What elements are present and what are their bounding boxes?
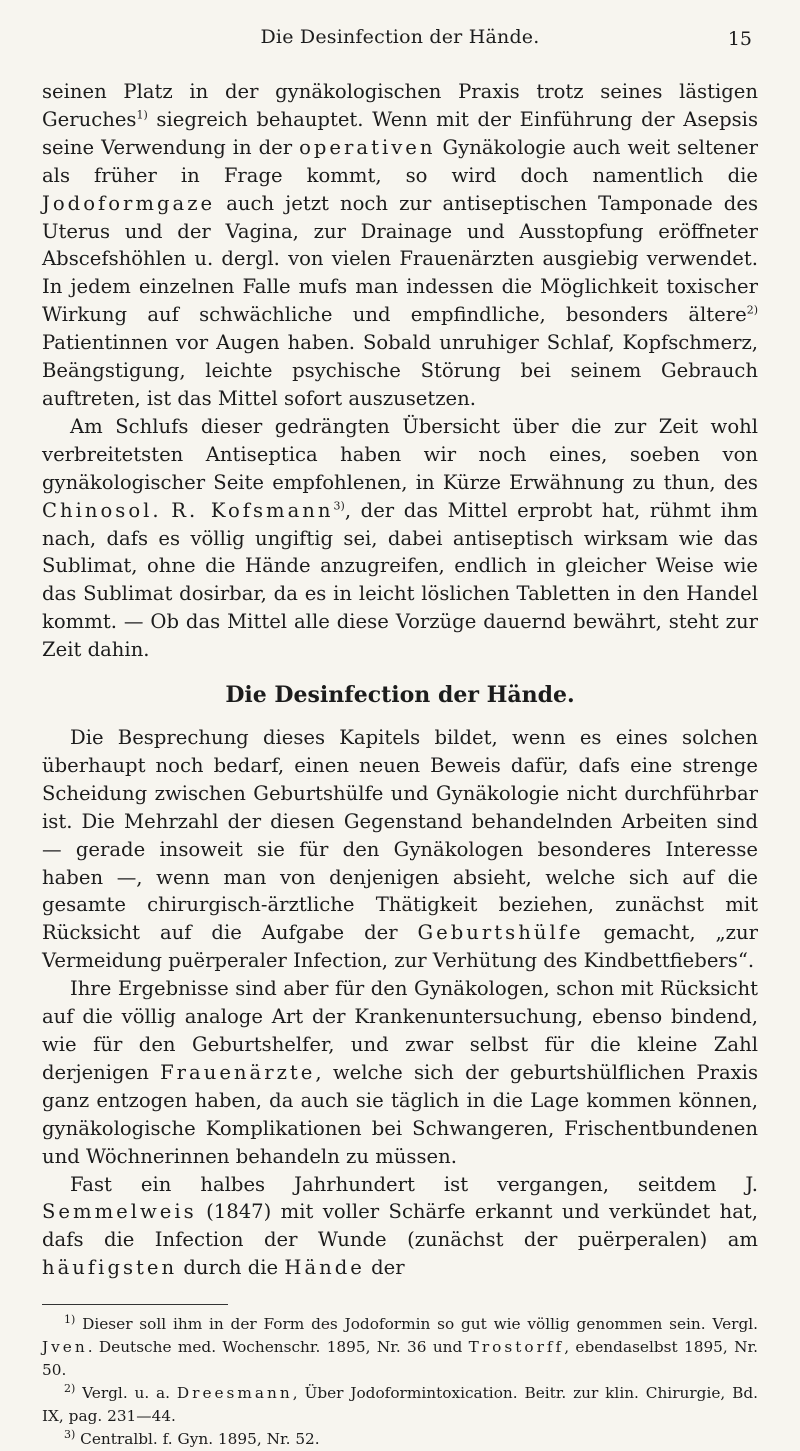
paragraph-3 [42, 724, 758, 975]
text-run: siegreich behauptet. Wenn mit der Einführung der Asepsis seine Verwendung in der [42, 107, 758, 159]
emphasis-trostorff: Trostorff [468, 1338, 565, 1357]
footnote-3 [42, 1428, 758, 1451]
footnote-ref-2: 2) [746, 303, 758, 317]
footnote-1 [42, 1313, 758, 1382]
text-run: Dieser soll ihm in der Form des Jodoformin so gut wie völlig genommen sein. Vergl. [75, 1315, 758, 1334]
emphasis-geburtshuelfe: Geburtshülfe [417, 921, 584, 945]
emphasis-haende: Hände [284, 1256, 365, 1280]
text-run: Am Schlufs dieser gedrängten Übersicht über die zur Zeit wohl verbreitetsten Antiseptica haben wir noch eines, soeben von gynäkologischer Seite empfohlenen, in Kürze Erwähnung zu thun, des [42, 414, 758, 494]
body-text [42, 78, 758, 1282]
emphasis-frauenaerzte: Frauenärzte [160, 1060, 316, 1084]
paragraph-2 [42, 413, 758, 664]
page-header [42, 26, 758, 54]
text-run: durch die [177, 1256, 285, 1280]
text-run: Ihre Ergebnisse sind aber für den Gynäkologen, schon mit Rücksicht auf die völlig analoge Art der Krankenuntersuchung, ebenso bindend, wie für den Geburtshelfer, und zwar selbst für die kleine Zahl derjenigen [42, 977, 758, 1084]
footnote-mark: 1) [64, 1313, 76, 1327]
emphasis-haeufigsten: häufigsten [42, 1256, 178, 1280]
page-number: 15 [727, 28, 752, 50]
footnote-mark: 2) [64, 1382, 76, 1396]
paragraph-1 [42, 78, 758, 413]
text-run: Gynäkologie auch weit seltener als früher in Frage kommt, so wird doch namentlich die [42, 135, 758, 187]
text-run: (1847) mit voller Schärfe erkannt und verkündet hat, dafs die Infection der Wunde (zunächst der puërperalen) am [42, 1200, 758, 1252]
text-run: Patientinnen vor Augen haben. Sobald unruhiger Schlaf, Kopfschmerz, Beängstigung, leichte psychische Störung bei seinem Gebrauch auftreten, ist das Mittel sofort auszusetzen. [42, 331, 758, 410]
footnote-ref-1: 1) [136, 108, 148, 122]
emphasis-operativen: operativen [299, 135, 436, 159]
text-run: seinen Platz in der gynäkologischen Praxis trotz seines lästigen Geruches [42, 80, 758, 131]
section-heading: Die Desinfection der Hände. [225, 682, 575, 709]
text-run: , Über Jodoformintoxication. Beitr. zur klin. Chirurgie, Bd. IX, pag. 231—44. [42, 1384, 759, 1426]
text-run: Fast ein halbes Jahrhundert ist vergangen, seitdem J. [70, 1172, 758, 1196]
emphasis-kossmann: R. Kofsmann [171, 498, 334, 522]
text-run [162, 499, 172, 522]
footnote-mark: 3) [64, 1428, 76, 1442]
emphasis-chinosol: Chinosol. [42, 498, 162, 522]
footnotes [42, 1313, 758, 1451]
emphasis-dreesmann: Dreesmann [176, 1384, 293, 1403]
text-run: auch jetzt noch zur antiseptischen Tamponade des Uterus und der Vagina, zur Drainage und Ausstopfung eröffneter Abscefshöhlen u. dergl. von vielen Frauenärzten ausgiebig verwendet. In jedem einzelnen Falle mufs man indessen die Möglichkeit toxischer Wirkung auf schwächliche und empfindliche, besonders ältere [42, 191, 758, 327]
emphasis-jodoformgaze: Jodoformgaze [42, 191, 216, 215]
text-run: Vergl. u. a. [75, 1384, 177, 1403]
text-run: , der das Mittel erprobt hat, rühmt ihm nach, dafs es völlig ungiftig sei, dabei antiseptisch wirksam wie das Sublimat, ohne die Hände anzugreifen, endlich in gleicher Weise wie das Sublimat dosirbar, da es in leicht löslichen Tabletten in den Handel kommt. — Ob das Mittel alle diese Vorzüge dauernd bewährt, steht zur Zeit dahin. [42, 498, 758, 662]
text-run: der [364, 1256, 405, 1280]
text-run: Die Besprechung dieses Kapitels bildet, wenn es eines solchen überhaupt noch bedarf, einen neuen Beweis dafür, dafs eine strenge Scheidung zwischen Geburtshülfe und Gynäkologie nicht durchführbar ist. Die Mehrzahl der diesen Gegenstand behandelnden Arbeiten sind — gerade insoweit sie für den Gynäkologen besonderes Interesse haben —, wenn man von denjenigen absieht, welche sich auf die gesamte chirurgisch-ärztliche Thätigkeit beziehen, zunächst mit Rücksicht auf die Aufgabe der [42, 726, 758, 945]
footnote-2 [42, 1382, 758, 1428]
footnote-divider [42, 1304, 228, 1305]
paragraph-4 [42, 975, 758, 1170]
text-run: Centralbl. f. Gyn. 1895, Nr. 52. [75, 1430, 320, 1449]
paragraph-5 [42, 1171, 758, 1283]
emphasis-jven: Jven [42, 1338, 88, 1357]
emphasis-semmelweis: Semmelweis [42, 1200, 197, 1224]
text-run: , ebendaselbst 1895, Nr. 50. [42, 1338, 758, 1380]
footnote-ref-3: 3) [333, 499, 345, 513]
text-run: . Deutsche med. Wochenschr. 1895, Nr. 36 und [87, 1338, 469, 1357]
text-run: gemacht, „zur Vermeidung puërperaler Infection, zur Verhütung des Kindbettfiebers“. [42, 921, 758, 973]
running-title: Die Desinfection der Hände. [260, 26, 540, 48]
text-run: , welche sich der geburtshülflichen Praxis ganz entzogen haben, da auch sie täglich in die Lage kommen können, gynäkologische Komplikationen bei Schwangeren, Frischentbundenen und Wöchnerinnen behandeln zu müssen. [42, 1060, 758, 1168]
